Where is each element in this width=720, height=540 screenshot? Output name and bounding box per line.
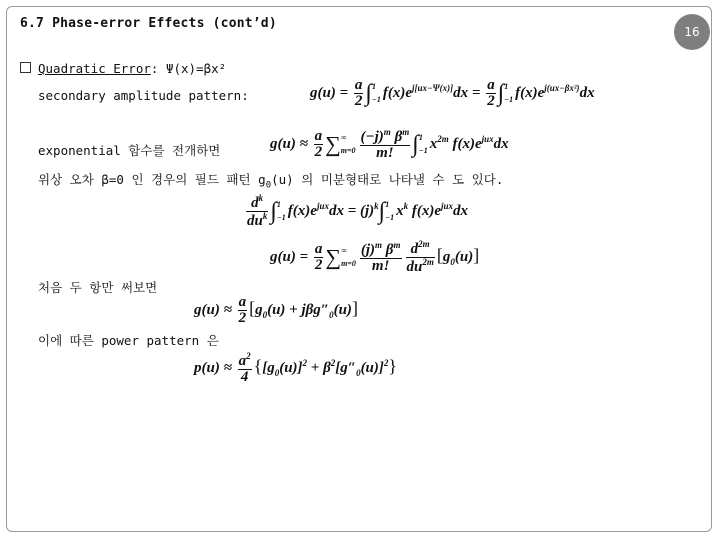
equation-series-expansion: g(u) ≈ $\frac{a}{2}$ ∑∞ m=0 $\frac{(-j)^m \beta^m}{m!}$ ∫1 −1 $x^{2m}$ $f(x)e^{jux}dx$ xyxy=(270,127,509,161)
exponential-label: exponential 함수를 전개하면 xyxy=(38,143,221,158)
phase-error-text-2: (u) 의 미분형태로 나타낼 수 도 있다. xyxy=(271,172,504,187)
equation-secondary-pattern: g(u) = $\frac{a}{2}$ ∫1 −1 $f(x)e^{j[ux-\Psi(x)]}dx$ = $\frac{a}{2}$ ∫1 −1 $f(x)e^{j(ux-\beta x^2)}dx$ xyxy=(310,77,595,109)
phase-error-subscript: 0 xyxy=(265,180,272,191)
equation-two-term-approx: g(u) ≈ $\frac{a}{2}$ $[g_0(u) + j\beta g''_0(u)]$ xyxy=(194,294,358,326)
quadratic-error-label: Quadratic Error xyxy=(38,61,151,76)
first-two-terms-label: 처음 두 항만 써보면 xyxy=(38,280,158,295)
equation-derivative-series: g(u) = $\frac{a}{2}$ ∑∞ m=0 $\frac{(j)^m \beta^m}{m!}$ $\frac{d^{2m}}{du^{2m}}$ $[g_0(u)]$ xyxy=(270,239,480,275)
page-number-badge: 16 xyxy=(674,14,710,50)
bullet-line xyxy=(38,61,226,76)
bullet-square-icon xyxy=(20,62,31,73)
secondary-pattern-label: secondary amplitude pattern: xyxy=(38,88,249,103)
quadratic-error-formula: : Ψ(x)=βx² xyxy=(150,61,227,76)
power-pattern-label: 이에 따른 power pattern 은 xyxy=(38,333,219,348)
equation-power-pattern: p(u) ≈ $\frac{a^2}{4}$ $\{[g_0(u)]^2 + \beta^2[g''_0(u)]^2\}$ xyxy=(194,351,398,385)
slide-title: 6.7 Phase-error Effects (cont’d) xyxy=(20,16,277,31)
phase-error-description xyxy=(38,170,503,191)
equation-derivative-identity: $d^k$ $du^k$ ∫1 −1 $f(x)e^{jux}dx = (j)^k\int 1$ −1 $x^k$ $f(x)e^{jux}dx$ xyxy=(247,193,469,229)
phase-error-text-1: 위상 오차 β=0 인 경우의 필드 패턴 g xyxy=(38,172,266,187)
